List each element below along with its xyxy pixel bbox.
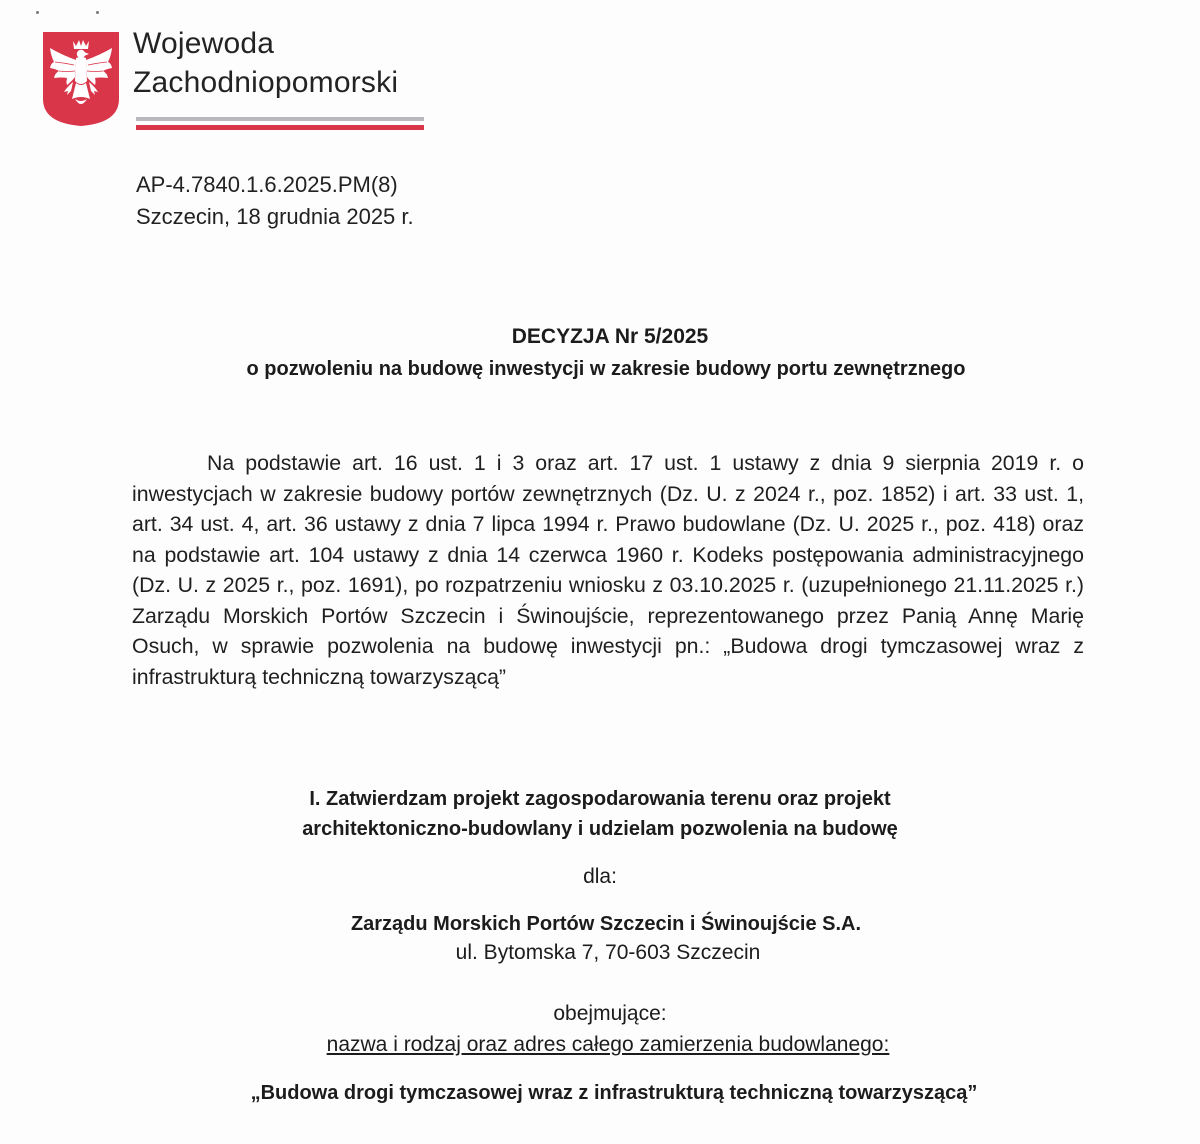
case-number: AP-4.7840.1.6.2025.PM(8) [136, 172, 398, 197]
decision-title [0, 321, 1200, 385]
decision-subheading: o pozwoleniu na budowę inwestycji w zakresie budowy portu zewnętrznego [246, 358, 966, 380]
scope-label: nazwa i rodzaj oraz adres całego zamierzenia budowlanego: [326, 1033, 890, 1056]
section-one-line-2: architektoniczno-budowlany i udzielam pozwolenia na budowę [302, 818, 898, 840]
polish-white-eagle-icon [40, 29, 122, 128]
scan-speck [96, 11, 99, 14]
scope-label-row [0, 1030, 1200, 1060]
place-date: Szczecin, 18 grudnia 2025 r. [136, 204, 414, 229]
legal-basis-paragraph: Na podstawie art. 16 ust. 1 i 3 oraz art. 17 ust. 1 ustawy z dnia 9 sierpnia 2019 r. o inwestycjach w zakresie budowy portów zewnętrznych (Dz. U. z 2024 r., poz. 1852) i art. 33 ust. 1, art. 34 ust. 4, art. 36 ustawy z dnia 7 lipca 1994 r. Prawo budowlane (Dz. U. 2025 r., poz. 418) oraz na podstawie art. 104 ustawy z dnia 14 czerwca 1960 r. Kodeks postępowania administracyjnego (Dz. U. z 2025 r., poz. 1691), po rozpatrzeniu wniosku z 03.10.2025 r. (uzupełnionego 21.11.2025 r.) Zarządu Morskich Portów Szczecin i Świnoujście, reprezentowanego przez Panią Annę Marię Osuch, w sprawie pozwolenia na budowę inwestycji pn.: „Budowa drogi tymczasowej wraz z infrastrukturą techniczną towarzyszącą” [132, 451, 1084, 689]
section-one-line-1: I. Zatwierdzam projekt zagospodarowania terenu oraz projekt [309, 788, 891, 810]
header-rule-grey [136, 117, 424, 121]
issuer-line-2: Zachodniopomorski [133, 66, 399, 99]
scan-speck [36, 11, 39, 14]
section-one-heading [0, 784, 1200, 844]
reference-block [136, 169, 414, 233]
for-label: dla: [583, 865, 617, 888]
header-rule-red [136, 125, 424, 130]
covering-label: obejmujące: [553, 1002, 667, 1025]
issuer-name [133, 24, 398, 102]
investor-address: ul. Bytomska 7, 70-603 Szczecin [455, 941, 761, 964]
decision-heading: DECYZJA Nr 5/2025 [511, 325, 709, 348]
project-name: „Budowa drogi tymczasowej wraz z infrastrukturą techniczną towarzyszącą” [250, 1082, 978, 1104]
issuer-line-1: Wojewoda [133, 27, 275, 60]
investor-name: Zarządu Morskich Portów Szczecin i Świnoujście S.A. [350, 913, 862, 935]
